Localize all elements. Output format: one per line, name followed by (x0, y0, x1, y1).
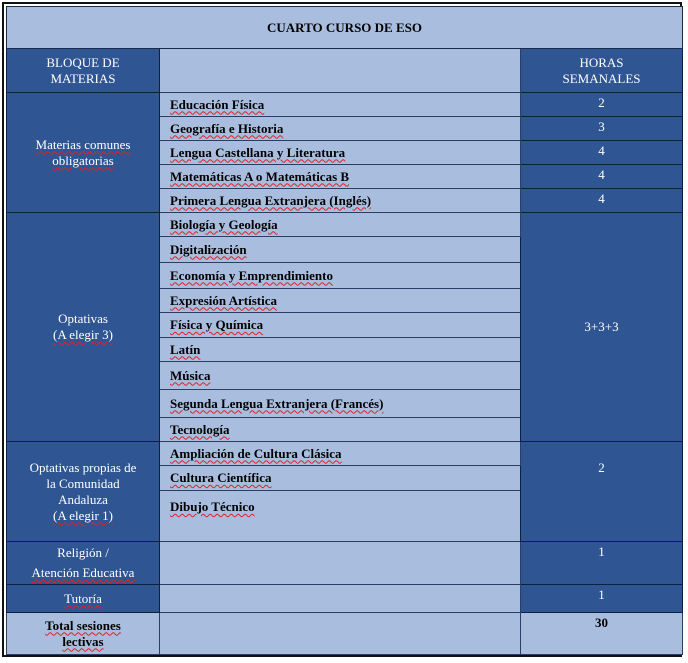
total-value: 30 (521, 613, 683, 655)
hours-cell: 4 (521, 141, 683, 165)
subject-cell: Geografía e Historia (160, 117, 521, 141)
hours-cell-religion: 1 (521, 542, 683, 585)
group-label-text: Optativas propias de la Comunidad Andaluza (29, 459, 137, 507)
curriculum-table (6, 6, 683, 655)
subject-cell: Música (160, 362, 521, 390)
hours-cell: 4 (521, 165, 683, 189)
hours-cell-propias: 2 (521, 442, 683, 542)
subject-cell: Física y Química (160, 313, 521, 338)
subject-cell: Cultura Científica (160, 466, 521, 490)
religion-line1: Religión / (57, 545, 109, 560)
table-row (7, 93, 683, 117)
hours-cell-optativas: 3+3+3 (521, 213, 683, 442)
subject-cell: Dibujo Técnico (160, 490, 521, 514)
hours-cell: 3 (521, 117, 683, 141)
group-sublabel-text: (A elegir 1) (53, 507, 113, 523)
subject-cell: Educación Física (160, 93, 521, 117)
subject-cell: Ampliación de Cultura Clásica (160, 442, 521, 466)
group-label-religion (7, 542, 160, 585)
total-empty (160, 613, 521, 655)
header-row (7, 49, 683, 93)
group-label-tutoria: Tutoría (7, 585, 160, 613)
group-label-optativas (7, 213, 160, 442)
group-label-comunes (7, 93, 160, 213)
table-row (7, 542, 683, 585)
subject-cell: Biología y Geología (160, 213, 521, 237)
table-row (7, 442, 683, 466)
subject-cell-empty (160, 542, 521, 585)
hours-cell: 2 (521, 93, 683, 117)
subject-cell: Latín (160, 338, 521, 362)
total-row (7, 613, 683, 655)
subject-cell: Primera Lengua Extranjera (Inglés) (160, 189, 521, 213)
subject-cell: Tecnología (160, 418, 521, 442)
group-sublabel-text: (A elegir 3) (53, 327, 113, 342)
table-row (7, 585, 683, 613)
table-row (7, 213, 683, 237)
subject-cell-empty (160, 585, 521, 613)
subject-cell: Lengua Castellana y Literatura (160, 141, 521, 165)
subject-cell: Expresión Artística (160, 289, 521, 313)
subject-cell: Segunda Lengua Extranjera (Francés) (160, 390, 521, 418)
table-title: CUARTO CURSO DE ESO (7, 7, 683, 49)
subject-cell: Matemáticas A o Matemáticas B (160, 165, 521, 189)
group-label-text: Materias comunes obligatorias (35, 136, 131, 168)
header-bloque: BLOQUE DE MATERIAS (7, 49, 160, 93)
hours-cell-tutoria: 1 (521, 585, 683, 613)
subject-cell: Digitalización (160, 237, 521, 263)
total-label: Total sesiones lectivas (7, 613, 160, 655)
religion-line2: Atención Educativa (31, 565, 135, 580)
hours-cell: 4 (521, 189, 683, 213)
title-row (7, 7, 683, 49)
subject-cell-empty (160, 515, 521, 542)
header-empty (160, 49, 521, 93)
subject-cell: Economía y Emprendimiento (160, 263, 521, 289)
group-label-text: Optativas (58, 311, 108, 326)
group-label-propias (7, 442, 160, 542)
header-horas: HORAS SEMANALES (521, 49, 683, 93)
